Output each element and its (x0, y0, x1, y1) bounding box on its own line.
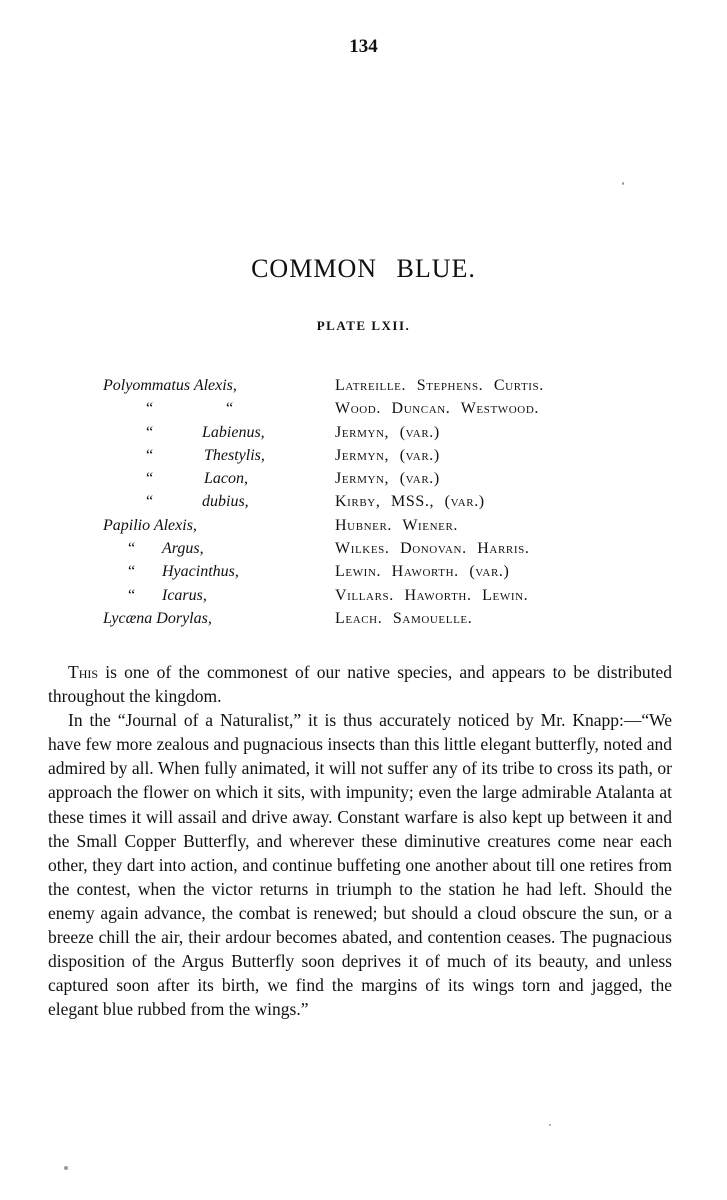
authorities: Jermyn, (var.) (335, 446, 440, 464)
species-name: Thestylis, (204, 446, 265, 464)
paragraph-text: is one of the commonest of our native species, and appears to be distributed throughout the kingdom. (48, 662, 672, 707)
ditto-mark: “ (128, 540, 136, 558)
authorities: Jermyn, (var.) (335, 470, 440, 488)
synonymy-row (0, 514, 727, 537)
ditto-mark: “ (146, 400, 154, 418)
synonymy-list (0, 374, 727, 630)
authorities: Kirby, MSS., (var.) (335, 493, 485, 511)
species-name: Argus, (162, 540, 204, 558)
synonymy-row (0, 444, 727, 467)
ditto-mark: “ (128, 586, 136, 604)
synonymy-row (0, 374, 727, 397)
authorities: Leach. Samouelle. (335, 609, 473, 627)
paper-speck (64, 1166, 68, 1170)
ditto-mark: “ (146, 423, 154, 441)
paragraph: In the “Journal of a Naturalist,” it is thus accurately noticed by Mr. Knapp:—“We have few more zealous and pugnacious insects than this little elegant butterfly, noted and admired by all. When fully animated, it will not suffer any of its tribe to cross its path, or approach the flower on which it sits, with impunity; even the large admirable Atalanta at these times it will assail and drive away. Constant warfare is also kept up between it and the Small Copper Butterfly, and wherever these diminutive creatures come near each other, they dart into action, and continue buffeting one another about till one retires from the contest, when the victor returns in triumph to the station he had left. Should the enemy again advance, the combat is renewed; but should a cloud obscure the sun, or a breeze chill the air, their ardour becomes abated, and contention ceases. The pugnacious disposition of the Argus Butterfly soon deprives it of much of its beauty, and unless captured soon after its birth, we find the margins of its wings torn and jagged, the elegant blue rubbed from the wings.” (48, 710, 672, 1020)
species-name: dubius, (202, 493, 249, 511)
plate-label: PLATE LXII. (316, 318, 411, 333)
synonymy-row (0, 560, 727, 583)
ditto-mark: “ (146, 446, 154, 464)
synonymy-row (0, 421, 727, 444)
ditto-mark: “ (146, 493, 154, 511)
species-name: Icarus, (162, 586, 207, 604)
synonymy-row (0, 397, 727, 420)
ditto-mark: “ (128, 563, 136, 581)
authorities: Hubner. Wiener. (335, 516, 459, 534)
page-number: 134 (349, 36, 378, 57)
ditto-mark: “ (226, 400, 234, 418)
species-name: Papilio Alexis, (103, 516, 197, 534)
species-name: Lycæna Dorylas, (103, 609, 212, 627)
synonymy-row (0, 467, 727, 490)
paper-speck (622, 182, 624, 185)
paragraph (48, 660, 672, 708)
authorities: Latreille. Stephens. Curtis. (335, 377, 544, 394)
synonymy-row (0, 490, 727, 513)
synonymy-row (0, 584, 727, 607)
species-name: Labienus, (202, 423, 265, 441)
authorities: Wilkes. Donovan. Harris. (335, 540, 530, 558)
species-name: Hyacinthus, (162, 563, 239, 581)
authorities: Lewin. Haworth. (var.) (335, 563, 510, 581)
authorities: Jermyn, (var.) (335, 423, 440, 441)
synonymy-row (0, 607, 727, 630)
ditto-mark: “ (146, 470, 154, 488)
page-title: COMMON BLUE. (251, 254, 476, 283)
paper-speck (549, 1124, 551, 1126)
synonymy-row (0, 537, 727, 560)
species-name: Polyommatus Alexis, (103, 377, 237, 394)
species-name: Lacon, (204, 470, 248, 488)
authorities: Villars. Haworth. Lewin. (335, 586, 529, 604)
body-text (48, 660, 672, 1021)
paragraph-lead: This (68, 662, 99, 682)
authorities: Wood. Duncan. Westwood. (335, 400, 539, 418)
